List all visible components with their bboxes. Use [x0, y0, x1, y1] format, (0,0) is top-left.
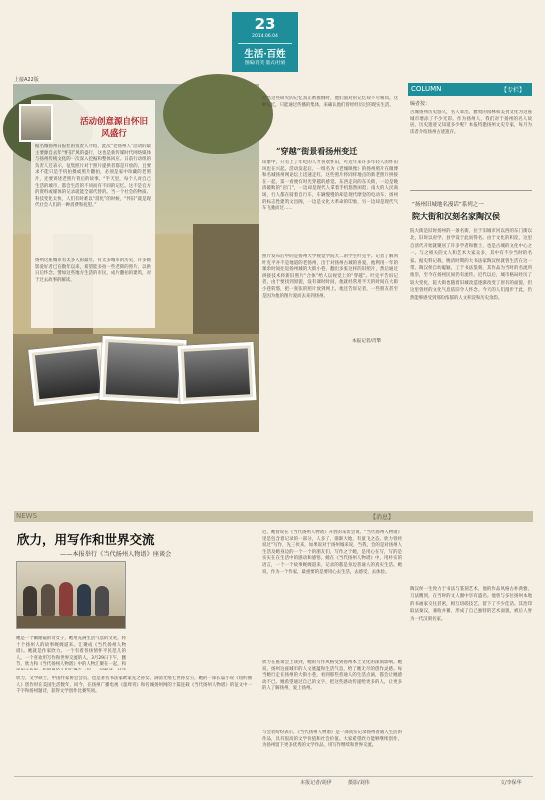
old-photo-3 — [178, 342, 257, 404]
headline-nostalgia: 活动创意源自怀旧风盛行 — [79, 117, 148, 139]
column-byline: 文/李保华 — [500, 780, 522, 786]
news-tag-cn: 【消息】 — [370, 514, 395, 521]
column-tag-cn: 【专栏】 — [501, 87, 526, 94]
news-body-4: 与会者纷纷表示，《当代扬州人物谱》是一部真实记录扬州普通人生活的作品，具有很高的文学价值和社会价值。大家希望欣力能够继续创作，为扬州留下更多优秀的文学作品，用写作继续和世界交流。 — [262, 730, 402, 749]
paragraph-3: 但当这些研究的记忆真正被推倒时，他们面对的记忆却不尽相同。这种记忆，只能通过传播的集体，来确认他们曾经经历过的现实生活。 — [262, 96, 398, 108]
news-tag: NEWS — [16, 512, 38, 520]
portrait-inset — [19, 104, 53, 142]
column-tag: COLUMN — [411, 85, 442, 93]
paragraph-1: 据名城扬州日报社的负责人介绍，此次“老扬州人”活动的最主要源自去年“怀旧”风的盛行，这也是新传媒时代网络媒体与扬州传统文化的一次深入挖掘和整体回应。日前行动组的负责人还表示，征集照片对于照片提供者都是开放的，且要求不能只是手机拍摄或照片翻拍，必须是家中珍藏的老照片，还要讲述老照片背后的故事。“半天里，每个人对自己生活的城市，都会生活的不同而有不同的记忆。这不是官方的资料或媒体的记录就能全部代替的。当一个社会的物质、科技变化太快，人们有时难以“消化”的时候，“怀旧”就是现代社会人们的一种消费和抚慰。” — [35, 144, 151, 209]
paragraph-2: 扬州这座城市有太多人的最年，有太多城市的历史，许多摄影爱好者已在数年以来，希望能多拍一些老街的照片，以供日后怀念。譬如这些地方生活的市民，成片翻拍的建筑，对于过去故事的解读。 — [35, 258, 151, 283]
badge-divider — [238, 43, 292, 44]
column-divider — [410, 190, 532, 191]
old-photo-1 — [28, 342, 107, 405]
page-badge — [232, 12, 298, 72]
footer-rule — [14, 776, 533, 777]
news-byline: 本报记者/胡伊 — [300, 780, 332, 786]
news-caption: 她是一个戴眼镜的奇女子，她用充满生活气息的文笔，将十个扬州人的故事娓娓道来。汇聚成《当代扬州人物谱》。她就是作家欣力。一个有着普扬情怀平民范儿的人。一个喜欢用写作和世界交流的人。3月29日下午，删节，欣力和《当代扬州人物谱》中的人物汇聚在一起，和 — [16, 636, 126, 668]
section-title: 生活·百姓 — [244, 49, 286, 60]
street-photo-collage — [13, 84, 259, 432]
old-photo-2 — [99, 336, 186, 404]
column-body-2: 陶汉侯一生致力于书法与篆刻艺术，他的作品风格古朴典雅，刀法精到，在当时的文人圈中享有盛名。他曾与多位扬州本地的书画家交往甚密，相互切磋技艺，留下了不少佳话。其治印取法秦汉，兼收并蓄，形成了自己独特的艺术面貌，被后人誉为一代汉刻名家。 — [410, 587, 532, 622]
building-right — [193, 224, 259, 334]
editor-credit: 图编/肖笑 版式/杜娟 — [244, 61, 286, 66]
issue-date: 2014.06.04 — [252, 34, 278, 39]
group-photo — [16, 561, 126, 629]
news-body-3: 欣力在座谈会上谈到，她的写作风格受到扬州本土文化的深刻影响。她说，扬州这座城市的人文底蕴和生活气息，给了她无尽的创作灵感。每当她行走在扬州的大街小巷，看到那些普通人的生活点滴，都会让她感动不已。她希望通过自己的文字，把这些感动传递给更多的人，让更多的人了解扬州，爱上扬州。 — [262, 660, 402, 692]
news-bar — [14, 511, 533, 522]
paragraph-5: 照片发布后中的是扬州大学视觉学院大二的学生叶克平。记者了解到叶克平并不是地道的老扬州，出于对扬州古城的喜爱，他利用一年的课余时间往返扬州城的大街小巷，翻出多张这样的旧照片，然后通过拼接技术将新旧照片“合体”给人以视觉上的“穿越”。叶克平告诉记者，由于要找到原貌，没有课时时间，他就经常用半天的时间在大街小巷转悠，把一张张的照片放到网上。他还告诉记者，一些朋友甚至是因为他的图片爱而去来到扬州。 — [262, 254, 398, 299]
column-title: 院大街和汉刻名家陶汉侯 — [412, 211, 500, 221]
headline-street: “穿越”街景看扬州变迁 — [276, 146, 358, 156]
editor-note-label: 编者按： — [410, 101, 431, 107]
news-headline: 欣力，用写作和世界交流 — [17, 532, 155, 547]
paragraph-4: 印象中，只有上了年纪的人才喜欢怀旧，可近年来许多年轻人的怀旧风也在兴起。活动发起后，一组名为《老城映像》的扬州照片在微博和名城扬州网论坛上迅速走红，这些照片将同样地点的新老照片拼接在一起，第一看便有时光穿越的感觉。东西走向的东关街，一边是晚清破败的“店门”，一边却是现代人拿着手机悠然闲逛；南大的人民商场，行人都在骑着自行车，车辆慢慢的却是现代摩登的电动车；扬州的标志性建筑文昌阁，一边是文化大革命的印象，另一边却是现代气车飞驰而过…… — [262, 160, 398, 212]
page-number: 23 — [254, 15, 276, 33]
news-body-2: 近，她曾说在《当代扬州人物谱》开放的采访会说，“当代扬州人物谱》里是包含着记录的一部分，人多了，渐渐大地，有童飞之态。欣力曾经说过“写作，先三伙来，如果说对于扬州城来说，当我，会的是对扬州人生活及她身边的一个一个的朋友们，写作之于她，是用心在写，写的是实实在在生活中的感动和感悟。她在《当代扬州人物谱》中，用朴实的语言，一个一个故事娓娓道来，记录的都是身边普通人的真实生活。她说，作为一个作家，最重要的是要用心去生活，去感受，去体验。 — [262, 530, 402, 575]
editor-note: 古城扬州历史悠久，名人辈出，雅致的园林和美食文化为这座城市增添了不少光彩。作为扬州人，我们对于扬州的名人故居、历史遗迹又知道多少呢？本报特邀扬州文史专家，每月为读者介绍扬州古迹遗存。 — [410, 110, 532, 135]
series-label: “扬州旧城地名漫话”系列之一 — [412, 202, 484, 208]
byline-top: 本报记者/肖擎 — [352, 339, 382, 344]
news-body-1: 欣力，文学硕士，中国作家协会会员，也是著名书法家欧家先之孙女。满清光绪七世孙女公，她的一部长篇小说《纽约丽人》创作时在美国生活数年，同今，在扬州广播电视《童周刊》和名城扬州网的十篇连载《当代扬州人物谱》的征文中一千字和扬州题诗，获得文学创作比赛奖项。 — [16, 676, 252, 695]
news-photo-credit: 摄影/刘伟 — [348, 780, 370, 786]
news-subheadline: ——本报举行《当代扬州人物谱》座谈会 — [60, 551, 172, 558]
continued-note: 上接A22版 — [14, 77, 39, 83]
column-body: 院大街是旧时扬州的一条名街，位于旧城市河以西的东门街以北，旧时以府学、县学设于此而得名。由于文化的积淀，这里自清代开始就聚居了许多学者和雅士，也是古城的文化中心之一。与之相关的文人和艺术大家众多，其中有不少当时的名家。据史料记载，晚清时期的大书法家陶汉侯就曾生活在这一带。陶汉侯自幼聪颖，工于书法篆刻，其作品为当时的名流所推崇，至今在扬州民间仍有流传。近代以后，城市格局经历了较大变化，院大街也随着旧城改造逐渐改变了原有的面貌，但这里曾经的文化气息依旧令人怀念。今天的人们漫步于此，仍然能够感受到那份浓郁的人文积淀和历史余韵。 — [410, 229, 532, 301]
tree-right — [163, 74, 273, 154]
